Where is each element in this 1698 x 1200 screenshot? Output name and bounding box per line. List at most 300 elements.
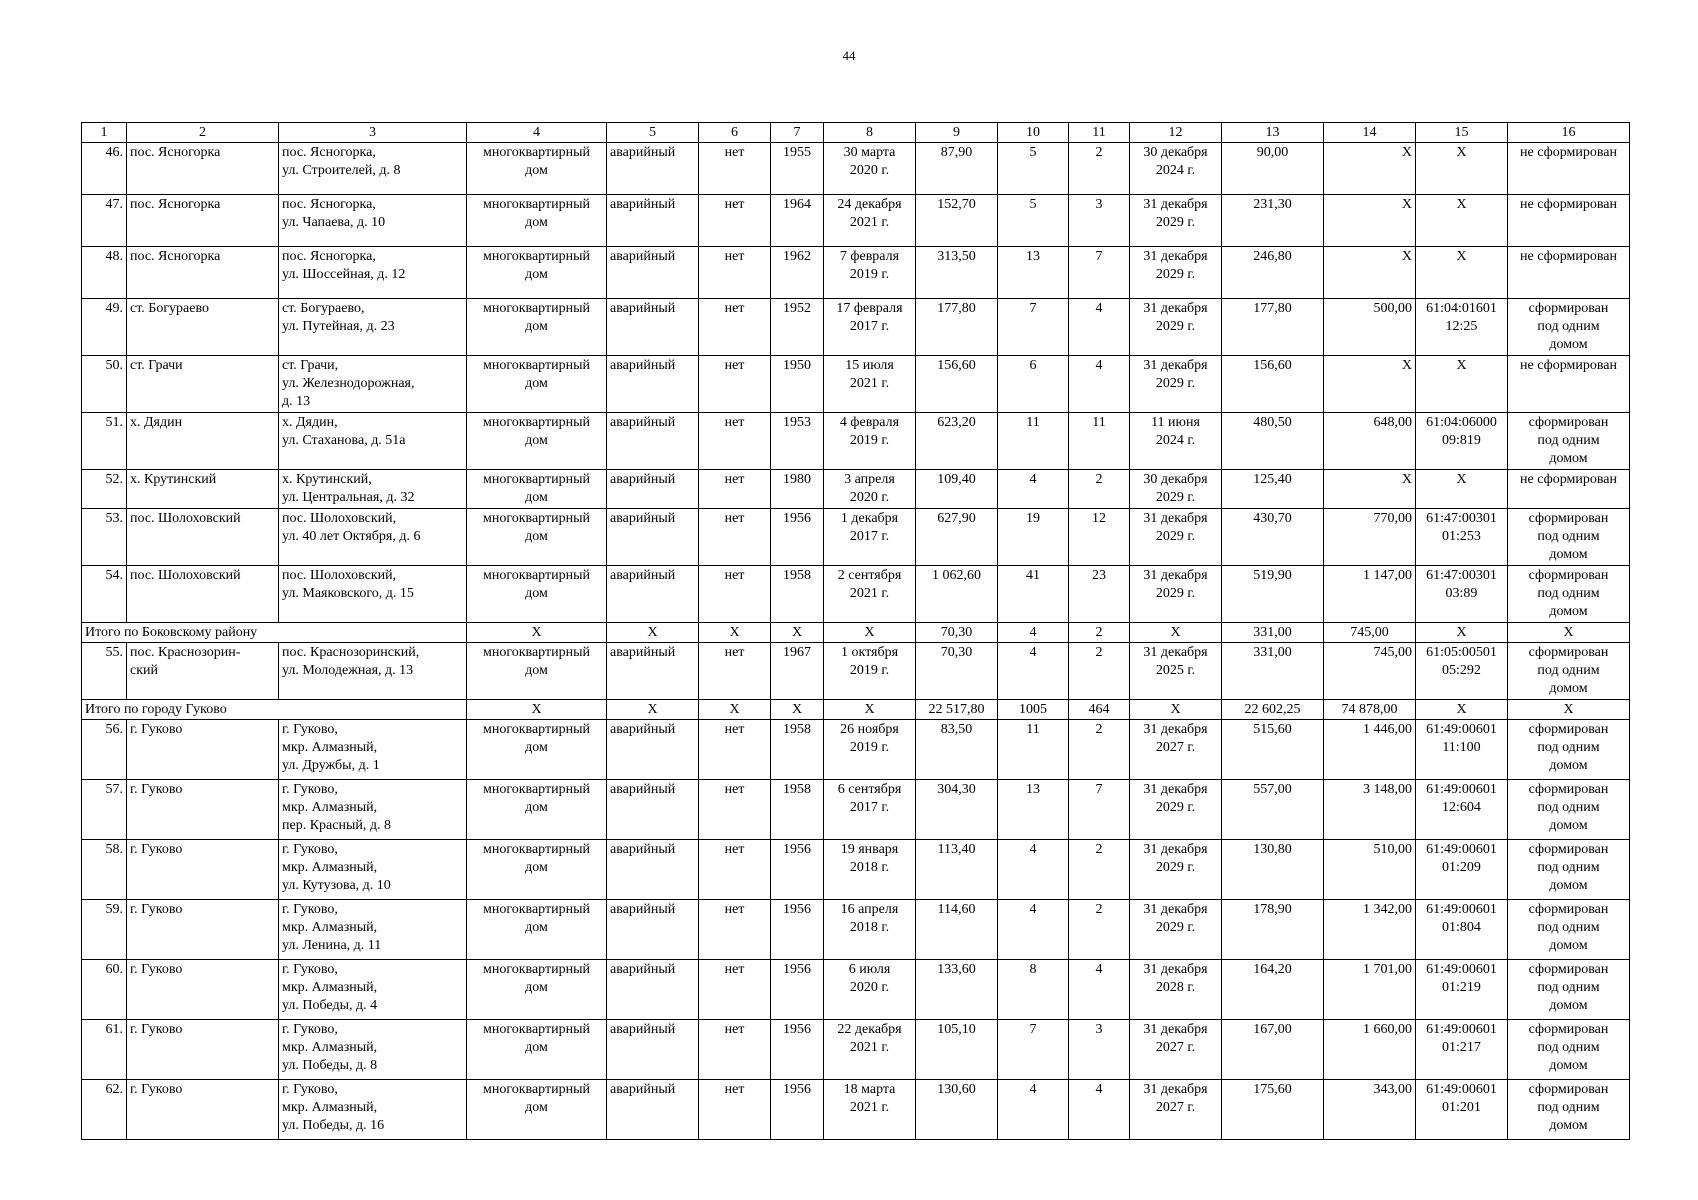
row-number-cell: 61.: [82, 1020, 127, 1080]
area-cell: 22 517,80: [916, 700, 998, 720]
settlement-cell: пос. Ясногорка: [127, 195, 279, 247]
recognition-date-cell: 1 октября 2019 г.: [824, 643, 916, 700]
deadline-cell: 31 декабря 2029 г.: [1130, 900, 1222, 960]
house-type-cell: многоквартирный дом: [467, 247, 607, 299]
residents-cell: 5: [998, 195, 1069, 247]
residents-cell: 41: [998, 566, 1069, 623]
year-cell: 1953: [771, 413, 824, 470]
plot-status-cell: не сформирован: [1508, 247, 1630, 299]
condition-cell: аварийный: [607, 780, 699, 840]
plot-area-cell: 1 147,00: [1324, 566, 1416, 623]
residents-cell: 7: [998, 299, 1069, 356]
apartments-cell: 2: [1069, 720, 1130, 780]
plot-area-cell: 770,00: [1324, 509, 1416, 566]
land-area-cell: 331,00: [1222, 623, 1324, 643]
plot-status-cell: сформирован под одним домом: [1508, 900, 1630, 960]
area-cell: 70,30: [916, 623, 998, 643]
table-row: [82, 1080, 1630, 1140]
cadastral-number-cell: 61:49:00601 01:804: [1416, 900, 1508, 960]
address-cell: г. Гуково, мкр. Алмазный, пер. Красный, д. 8: [279, 780, 467, 840]
recognition-date-cell: 4 февраля 2019 г.: [824, 413, 916, 470]
flag-cell: нет: [699, 509, 771, 566]
table-row: [82, 840, 1630, 900]
recognition-date-cell: 3 апреля 2020 г.: [824, 470, 916, 509]
house-type-cell: многоквартирный дом: [467, 1080, 607, 1140]
plot-status-cell: сформирован под одним домом: [1508, 643, 1630, 700]
land-area-cell: 231,30: [1222, 195, 1324, 247]
area-cell: 114,60: [916, 900, 998, 960]
residents-cell: 1005: [998, 700, 1069, 720]
address-cell: г. Гуково, мкр. Алмазный, ул. Ленина, д. 11: [279, 900, 467, 960]
recognition-date-cell: X: [824, 623, 916, 643]
apartments-cell: 4: [1069, 356, 1130, 413]
year-cell: 1958: [771, 720, 824, 780]
area-cell: 83,50: [916, 720, 998, 780]
apartments-cell: 12: [1069, 509, 1130, 566]
recognition-date-cell: 1 декабря 2017 г.: [824, 509, 916, 566]
plot-area-cell: 1 701,00: [1324, 960, 1416, 1020]
land-area-cell: 22 602,25: [1222, 700, 1324, 720]
row-number-cell: 52.: [82, 470, 127, 509]
year-cell: X: [771, 623, 824, 643]
table-row: [82, 643, 1630, 700]
deadline-cell: 30 декабря 2029 г.: [1130, 470, 1222, 509]
column-number-row: [82, 123, 1630, 143]
plot-status-cell: X: [1508, 700, 1630, 720]
residents-cell: 4: [998, 1080, 1069, 1140]
year-cell: 1950: [771, 356, 824, 413]
area-cell: 130,60: [916, 1080, 998, 1140]
house-type-cell: многоквартирный дом: [467, 195, 607, 247]
column-number-cell: 10: [998, 123, 1069, 143]
house-type-cell: многоквартирный дом: [467, 960, 607, 1020]
plot-area-cell: 1 446,00: [1324, 720, 1416, 780]
land-area-cell: 515,60: [1222, 720, 1324, 780]
flag-cell: нет: [699, 960, 771, 1020]
table-row: [82, 299, 1630, 356]
address-cell: х. Дядин, ул. Стаханова, д. 51а: [279, 413, 467, 470]
row-number-cell: 62.: [82, 1080, 127, 1140]
flag-cell: X: [699, 700, 771, 720]
plot-area-cell: 74 878,00: [1324, 700, 1416, 720]
deadline-cell: 31 декабря 2027 г.: [1130, 1080, 1222, 1140]
deadline-cell: 31 декабря 2027 г.: [1130, 1020, 1222, 1080]
deadline-cell: 31 декабря 2029 г.: [1130, 247, 1222, 299]
area-cell: 113,40: [916, 840, 998, 900]
plot-area-cell: 1 660,00: [1324, 1020, 1416, 1080]
cadastral-number-cell: X: [1416, 470, 1508, 509]
cadastral-number-cell: 61:49:00601 12:604: [1416, 780, 1508, 840]
deadline-cell: 31 декабря 2029 г.: [1130, 780, 1222, 840]
plot-area-cell: 500,00: [1324, 299, 1416, 356]
apartments-cell: 11: [1069, 413, 1130, 470]
plot-status-cell: сформирован под одним домом: [1508, 1020, 1630, 1080]
plot-status-cell: сформирован под одним домом: [1508, 566, 1630, 623]
recognition-date-cell: 7 февраля 2019 г.: [824, 247, 916, 299]
settlement-cell: г. Гуково: [127, 960, 279, 1020]
condition-cell: аварийный: [607, 143, 699, 195]
apartments-cell: 7: [1069, 247, 1130, 299]
subtotal-label: Итого по Боковскому району: [82, 623, 467, 643]
recognition-date-cell: 6 июля 2020 г.: [824, 960, 916, 1020]
column-number-cell: 1: [82, 123, 127, 143]
row-number-cell: 55.: [82, 643, 127, 700]
settlement-cell: г. Гуково: [127, 1080, 279, 1140]
house-type-cell: многоквартирный дом: [467, 509, 607, 566]
condition-cell: X: [607, 700, 699, 720]
row-number-cell: 53.: [82, 509, 127, 566]
year-cell: 1980: [771, 470, 824, 509]
flag-cell: нет: [699, 900, 771, 960]
cadastral-number-cell: 61:49:00601 11:100: [1416, 720, 1508, 780]
house-type-cell: многоквартирный дом: [467, 840, 607, 900]
row-number-cell: 59.: [82, 900, 127, 960]
residents-cell: 5: [998, 143, 1069, 195]
condition-cell: аварийный: [607, 566, 699, 623]
cadastral-number-cell: 61:47:00301 03:89: [1416, 566, 1508, 623]
table-row: [82, 900, 1630, 960]
row-number-cell: 48.: [82, 247, 127, 299]
apartments-cell: 7: [1069, 780, 1130, 840]
column-number-cell: 6: [699, 123, 771, 143]
house-type-cell: многоквартирный дом: [467, 643, 607, 700]
row-number-cell: 50.: [82, 356, 127, 413]
year-cell: 1964: [771, 195, 824, 247]
recognition-date-cell: 30 марта 2020 г.: [824, 143, 916, 195]
deadline-cell: X: [1130, 700, 1222, 720]
recognition-date-cell: 26 ноября 2019 г.: [824, 720, 916, 780]
table-row: [82, 356, 1630, 413]
address-cell: пос. Шолоховский, ул. 40 лет Октября, д. 6: [279, 509, 467, 566]
recognition-date-cell: 6 сентября 2017 г.: [824, 780, 916, 840]
area-cell: 156,60: [916, 356, 998, 413]
address-cell: ст. Богураево, ул. Путейная, д. 23: [279, 299, 467, 356]
apartments-cell: 2: [1069, 623, 1130, 643]
settlement-cell: г. Гуково: [127, 720, 279, 780]
plot-area-cell: X: [1324, 143, 1416, 195]
house-type-cell: многоквартирный дом: [467, 356, 607, 413]
settlement-cell: х. Крутинский: [127, 470, 279, 509]
year-cell: 1962: [771, 247, 824, 299]
condition-cell: X: [607, 623, 699, 643]
cadastral-number-cell: X: [1416, 623, 1508, 643]
residents-cell: 4: [998, 900, 1069, 960]
land-area-cell: 480,50: [1222, 413, 1324, 470]
house-type-cell: многоквартирный дом: [467, 780, 607, 840]
column-number-cell: 9: [916, 123, 998, 143]
residents-cell: 8: [998, 960, 1069, 1020]
apartments-cell: 2: [1069, 840, 1130, 900]
flag-cell: нет: [699, 720, 771, 780]
plot-status-cell: не сформирован: [1508, 470, 1630, 509]
area-cell: 87,90: [916, 143, 998, 195]
cadastral-number-cell: 61:49:00601 01:217: [1416, 1020, 1508, 1080]
subtotal-label: Итого по городу Гуково: [82, 700, 467, 720]
apartments-cell: 2: [1069, 143, 1130, 195]
deadline-cell: 31 декабря 2025 г.: [1130, 643, 1222, 700]
year-cell: 1956: [771, 900, 824, 960]
apartments-cell: 3: [1069, 1020, 1130, 1080]
apartments-cell: 464: [1069, 700, 1130, 720]
table-body: [82, 123, 1630, 1140]
address-cell: г. Гуково, мкр. Алмазный, ул. Победы, д. 8: [279, 1020, 467, 1080]
row-number-cell: 46.: [82, 143, 127, 195]
residents-cell: 11: [998, 413, 1069, 470]
house-type-cell: многоквартирный дом: [467, 900, 607, 960]
address-cell: ст. Грачи, ул. Железнодорожная, д. 13: [279, 356, 467, 413]
plot-area-cell: 745,00: [1324, 623, 1416, 643]
recognition-date-cell: 19 января 2018 г.: [824, 840, 916, 900]
cadastral-number-cell: 61:47:00301 01:253: [1416, 509, 1508, 566]
house-type-cell: X: [467, 700, 607, 720]
land-area-cell: 178,90: [1222, 900, 1324, 960]
plot-area-cell: 1 342,00: [1324, 900, 1416, 960]
flag-cell: нет: [699, 299, 771, 356]
table-row: [82, 195, 1630, 247]
land-area-cell: 90,00: [1222, 143, 1324, 195]
plot-area-cell: X: [1324, 470, 1416, 509]
plot-area-cell: 510,00: [1324, 840, 1416, 900]
condition-cell: аварийный: [607, 299, 699, 356]
column-number-cell: 5: [607, 123, 699, 143]
column-number-cell: 14: [1324, 123, 1416, 143]
house-type-cell: многоквартирный дом: [467, 1020, 607, 1080]
plot-area-cell: 648,00: [1324, 413, 1416, 470]
flag-cell: нет: [699, 470, 771, 509]
plot-area-cell: 343,00: [1324, 1080, 1416, 1140]
recognition-date-cell: 18 марта 2021 г.: [824, 1080, 916, 1140]
residents-cell: 4: [998, 623, 1069, 643]
cadastral-number-cell: 61:04:06000 09:819: [1416, 413, 1508, 470]
house-type-cell: многоквартирный дом: [467, 299, 607, 356]
deadline-cell: 30 декабря 2024 г.: [1130, 143, 1222, 195]
table-row: [82, 509, 1630, 566]
land-area-cell: 331,00: [1222, 643, 1324, 700]
residents-cell: 7: [998, 1020, 1069, 1080]
plot-status-cell: не сформирован: [1508, 143, 1630, 195]
housing-register-table: [81, 122, 1630, 1140]
recognition-date-cell: 2 сентября 2021 г.: [824, 566, 916, 623]
column-number-cell: 4: [467, 123, 607, 143]
cadastral-number-cell: 61:49:00601 01:201: [1416, 1080, 1508, 1140]
land-area-cell: 177,80: [1222, 299, 1324, 356]
column-number-cell: 11: [1069, 123, 1130, 143]
year-cell: 1955: [771, 143, 824, 195]
deadline-cell: 31 декабря 2029 г.: [1130, 195, 1222, 247]
column-number-cell: 8: [824, 123, 916, 143]
plot-status-cell: не сформирован: [1508, 356, 1630, 413]
recognition-date-cell: 15 июля 2021 г.: [824, 356, 916, 413]
cadastral-number-cell: 61:05:00501 05:292: [1416, 643, 1508, 700]
residents-cell: 11: [998, 720, 1069, 780]
year-cell: 1956: [771, 509, 824, 566]
recognition-date-cell: 16 апреля 2018 г.: [824, 900, 916, 960]
table-row: [82, 960, 1630, 1020]
recognition-date-cell: 24 декабря 2021 г.: [824, 195, 916, 247]
residents-cell: 4: [998, 643, 1069, 700]
area-cell: 623,20: [916, 413, 998, 470]
plot-area-cell: 3 148,00: [1324, 780, 1416, 840]
year-cell: 1956: [771, 1080, 824, 1140]
plot-status-cell: сформирован под одним домом: [1508, 720, 1630, 780]
flag-cell: нет: [699, 1020, 771, 1080]
condition-cell: аварийный: [607, 195, 699, 247]
deadline-cell: 31 декабря 2029 г.: [1130, 356, 1222, 413]
settlement-cell: ст. Богураево: [127, 299, 279, 356]
cadastral-number-cell: 61:04:01601 12:25: [1416, 299, 1508, 356]
recognition-date-cell: X: [824, 700, 916, 720]
address-cell: пос. Шолоховский, ул. Маяковского, д. 15: [279, 566, 467, 623]
land-area-cell: 156,60: [1222, 356, 1324, 413]
apartments-cell: 4: [1069, 960, 1130, 1020]
deadline-cell: X: [1130, 623, 1222, 643]
table-row: [82, 143, 1630, 195]
land-area-cell: 557,00: [1222, 780, 1324, 840]
cadastral-number-cell: X: [1416, 700, 1508, 720]
cadastral-number-cell: X: [1416, 247, 1508, 299]
plot-status-cell: сформирован под одним домом: [1508, 299, 1630, 356]
plot-area-cell: X: [1324, 356, 1416, 413]
cadastral-number-cell: 61:49:00601 01:209: [1416, 840, 1508, 900]
apartments-cell: 23: [1069, 566, 1130, 623]
deadline-cell: 11 июня 2024 г.: [1130, 413, 1222, 470]
row-number-cell: 47.: [82, 195, 127, 247]
address-cell: г. Гуково, мкр. Алмазный, ул. Кутузова, д. 10: [279, 840, 467, 900]
plot-area-cell: 745,00: [1324, 643, 1416, 700]
flag-cell: нет: [699, 1080, 771, 1140]
year-cell: 1956: [771, 840, 824, 900]
flag-cell: нет: [699, 413, 771, 470]
condition-cell: аварийный: [607, 247, 699, 299]
apartments-cell: 2: [1069, 470, 1130, 509]
plot-status-cell: сформирован под одним домом: [1508, 413, 1630, 470]
column-number-cell: 2: [127, 123, 279, 143]
settlement-cell: х. Дядин: [127, 413, 279, 470]
year-cell: 1952: [771, 299, 824, 356]
row-number-cell: 57.: [82, 780, 127, 840]
flag-cell: нет: [699, 195, 771, 247]
deadline-cell: 31 декабря 2029 г.: [1130, 840, 1222, 900]
area-cell: 152,70: [916, 195, 998, 247]
apartments-cell: 2: [1069, 900, 1130, 960]
row-number-cell: 49.: [82, 299, 127, 356]
condition-cell: аварийный: [607, 470, 699, 509]
address-cell: пос. Краснозоринский, ул. Молодежная, д. 13: [279, 643, 467, 700]
year-cell: 1958: [771, 566, 824, 623]
plot-status-cell: не сформирован: [1508, 195, 1630, 247]
house-type-cell: многоквартирный дом: [467, 566, 607, 623]
recognition-date-cell: 17 февраля 2017 г.: [824, 299, 916, 356]
settlement-cell: г. Гуково: [127, 1020, 279, 1080]
area-cell: 109,40: [916, 470, 998, 509]
area-cell: 70,30: [916, 643, 998, 700]
condition-cell: аварийный: [607, 720, 699, 780]
column-number-cell: 12: [1130, 123, 1222, 143]
table-row: [82, 413, 1630, 470]
deadline-cell: 31 декабря 2029 г.: [1130, 566, 1222, 623]
apartments-cell: 2: [1069, 643, 1130, 700]
year-cell: 1956: [771, 960, 824, 1020]
settlement-cell: пос. Ясногорка: [127, 143, 279, 195]
plot-status-cell: сформирован под одним домом: [1508, 960, 1630, 1020]
flag-cell: нет: [699, 356, 771, 413]
house-type-cell: X: [467, 623, 607, 643]
flag-cell: нет: [699, 840, 771, 900]
table-row: [82, 1020, 1630, 1080]
address-cell: г. Гуково, мкр. Алмазный, ул. Дружбы, д. 1: [279, 720, 467, 780]
row-number-cell: 60.: [82, 960, 127, 1020]
row-number-cell: 58.: [82, 840, 127, 900]
condition-cell: аварийный: [607, 356, 699, 413]
page-number: 44: [842, 48, 856, 63]
address-cell: г. Гуково, мкр. Алмазный, ул. Победы, д. 4: [279, 960, 467, 1020]
condition-cell: аварийный: [607, 1080, 699, 1140]
column-number-cell: 3: [279, 123, 467, 143]
year-cell: 1958: [771, 780, 824, 840]
house-type-cell: многоквартирный дом: [467, 470, 607, 509]
land-area-cell: 430,70: [1222, 509, 1324, 566]
year-cell: X: [771, 700, 824, 720]
plot-status-cell: X: [1508, 623, 1630, 643]
settlement-cell: пос. Шолоховский: [127, 566, 279, 623]
table-row: [82, 470, 1630, 509]
table-row: [82, 720, 1630, 780]
condition-cell: аварийный: [607, 840, 699, 900]
flag-cell: нет: [699, 143, 771, 195]
condition-cell: аварийный: [607, 960, 699, 1020]
year-cell: 1956: [771, 1020, 824, 1080]
residents-cell: 13: [998, 247, 1069, 299]
residents-cell: 4: [998, 470, 1069, 509]
plot-area-cell: X: [1324, 195, 1416, 247]
plot-status-cell: сформирован под одним домом: [1508, 509, 1630, 566]
condition-cell: аварийный: [607, 413, 699, 470]
flag-cell: нет: [699, 643, 771, 700]
area-cell: 627,90: [916, 509, 998, 566]
residents-cell: 4: [998, 840, 1069, 900]
table-row: [82, 247, 1630, 299]
residents-cell: 19: [998, 509, 1069, 566]
address-cell: г. Гуково, мкр. Алмазный, ул. Победы, д. 16: [279, 1080, 467, 1140]
area-cell: 304,30: [916, 780, 998, 840]
cadastral-number-cell: X: [1416, 143, 1508, 195]
recognition-date-cell: 22 декабря 2021 г.: [824, 1020, 916, 1080]
land-area-cell: 164,20: [1222, 960, 1324, 1020]
column-number-cell: 13: [1222, 123, 1324, 143]
row-number-cell: 54.: [82, 566, 127, 623]
deadline-cell: 31 декабря 2029 г.: [1130, 509, 1222, 566]
subtotal-row: [82, 700, 1630, 720]
subtotal-row: [82, 623, 1630, 643]
settlement-cell: пос. Ясногорка: [127, 247, 279, 299]
plot-status-cell: сформирован под одним домом: [1508, 840, 1630, 900]
flag-cell: нет: [699, 780, 771, 840]
cadastral-number-cell: X: [1416, 356, 1508, 413]
settlement-cell: г. Гуково: [127, 840, 279, 900]
settlement-cell: пос. Краснозорин- ский: [127, 643, 279, 700]
settlement-cell: ст. Грачи: [127, 356, 279, 413]
land-area-cell: 246,80: [1222, 247, 1324, 299]
year-cell: 1967: [771, 643, 824, 700]
column-number-cell: 16: [1508, 123, 1630, 143]
area-cell: 313,50: [916, 247, 998, 299]
plot-area-cell: X: [1324, 247, 1416, 299]
deadline-cell: 31 декабря 2029 г.: [1130, 299, 1222, 356]
deadline-cell: 31 декабря 2027 г.: [1130, 720, 1222, 780]
area-cell: 177,80: [916, 299, 998, 356]
condition-cell: аварийный: [607, 900, 699, 960]
land-area-cell: 130,80: [1222, 840, 1324, 900]
